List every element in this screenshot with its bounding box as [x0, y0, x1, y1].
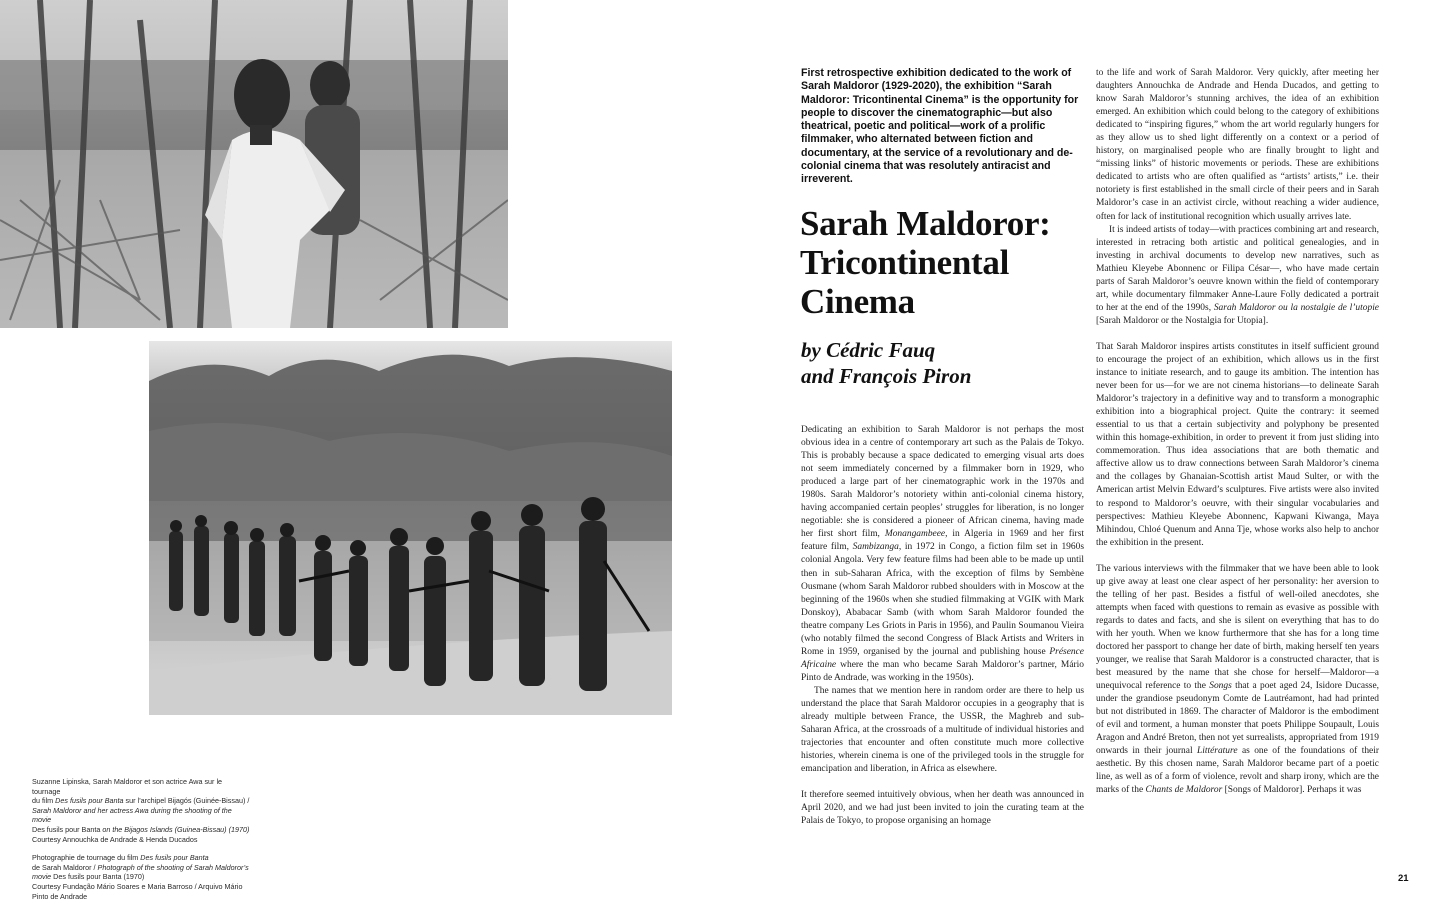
body-text: Dedicating an exhibition to Sarah Maldoror is not perhaps the most obvious idea in a centre of contemporary art such as the Palais de Tokyo. This is probably because a space dedicated to emerging visual arts does not seem immediately concerned by a filmmaker born in 1929, who produced a large part of her cinematographic work in the 1970s and 1980s. Sarah Maldoror’s notoriety within anti-colonial cinema history, having accompanied certain peoples’ struggles for liberation, is no longer negotiable: she is considered a pioneer of African cinema, having made her first short film,: [801, 425, 1084, 540]
caption-top-credit: [32, 835, 252, 845]
title-line-3: Cinema: [800, 282, 915, 321]
body-paragraph-1: [801, 424, 1084, 685]
caption-bottom-credit-2: [32, 892, 252, 902]
body-paragraph-7: [1096, 563, 1379, 798]
body-text: that a poet aged 24, Isidore Ducasse, under the grandiose pseudonym Comte de Lautréamont, had had printed but not distributed in 1869. The character of Maldoror is the embodiment of evil and torment, a human monster that poets Philippe Soupault, Louis Aragon and André Breton, then not yet surrealists, appropriated from 1919 onwards in their journal: [1096, 681, 1379, 757]
caption-text-italic: Photograph of the shooting of Sarah Maldoror’s: [97, 862, 249, 872]
body-text: , in Algeria in 1969 and her first feature film,: [801, 529, 1084, 553]
caption-text: Suzanne Lipinska, Sarah Maldoror et son actrice Awa sur le tournage: [32, 777, 223, 796]
caption-text: sur l’archipel Bijagós (Guinée-Bissau) /: [123, 796, 250, 806]
caption-text: de Sarah Maldoror /: [32, 862, 98, 872]
caption-top-line-1: [32, 777, 252, 796]
caption-credit: Pinto de Andrade: [32, 891, 88, 901]
article-byline: [801, 337, 1091, 389]
body-text: as one of the foundations of their aesthetic. By this chosen name, Sarah Maldoror became part of a poetic line, as well as of a form of violence, revolt and sharp irony, which are the marks of the: [1096, 746, 1379, 796]
caption-film-title: Des fusils pour Banta: [140, 853, 209, 863]
body-paragraph-5: [1096, 224, 1379, 328]
caption-film-title: Des fusils pour Banta: [32, 824, 101, 834]
caption-bottom-line-3: [32, 872, 252, 882]
body-paragraph-2: The names that we mention here in random order are there to help us understand the place that Sarah Maldoror occupies in a geography that is already multiple between France, the USSR, the Maghreb and sub-Saharan Africa, at the crossroads of a multitude of individual histories and trajectories that encounter and often constitute much more collective histories, wherein cinema is one of the privileged tools in the struggle for emancipation and liberation, in Africa as elsewhere.: [801, 685, 1084, 775]
body-paragraph-6: That Sarah Maldoror inspires artists constitutes in itself sufficient ground to encourage the project of an exhibition, which allows us in the first instance to initiate research, and to gauge its ambition. The intention has never been for us—for we are not cinema historians—to delineate Sarah Maldoror’s trajectory in a definitive way and to transform a monographic exhibition into a biographical project. Quite the contrary: it seemed essential to us that a certain subjectivity and polyphony be presented within this homage-exhibition, in order to prevent it from just sliding into commemoration. Thus idea associations that are both thematic and affective allow us to draw connections between Sarah Maldoror’s cinema and the collages by Ghanaian-Scottish artist Maud Sulter, or with the American artist Melvin Edward’s sculptures. Five artists were also invited to respond to Maldoror’s oeuvre, with their singular vocabularies and perspectives: Mathieu Kleyebe Abonnenc, Kapwani Kiwanga, Maya Mihindou, Chloé Quenum and Anna Tje, whose works also help to anchor the exhibition in the present.: [1096, 341, 1379, 548]
caption-film-title: Des fusils pour Banta: [55, 796, 124, 806]
body-text: [Songs of Maldoror]. Perhaps it was: [1222, 785, 1362, 796]
film-title: Sarah Maldoror ou la nostalgie de l’utopie: [1213, 302, 1379, 313]
caption-text-italic: movie: [32, 872, 52, 882]
article-title: [800, 204, 1090, 321]
caption-top-line-3: [32, 806, 252, 825]
body-column-right: [1096, 67, 1379, 798]
caption-top-line-2: [32, 796, 252, 806]
article-intro: First retrospective exhibition dedicated to the work of Sarah Maldoror (1929-2020), the exhibition “Sarah Maldoror: Tricontinental Cinema” is the opportunity for people to discover the cinematographic—but also theatrical, poetic and political—work of a prolific filmmaker, who alternated between fiction and documentary, at the service of a revolutionary and de-colonial cinema that was resolutely antiracist and irreverent.: [801, 67, 1079, 186]
body-text: The various interviews with the filmmaker that we have been able to look up give away at least one clear aspect of her personality: her aversion to the telling of her past. Besides a fistful of well-oiled anecdotes, she attempts when faced with questions to remain as evasive as possible with regards to dates and facts, and she is silent on everything that has to do with her youth. When we know furthermore that she has for a long time doctored her passport to change her date of birth, making herself ten years younger, we realise that Sarah Maldoror is a constructed character, that is best measured by the name that she chose for herself—Maldoror—a unequivocal reference to the: [1096, 563, 1379, 692]
caption-credit: Courtesy Annouchka de Andrade & Henda Ducados: [32, 834, 198, 844]
caption-credit: Courtesy Fundação Mário Soares e Maria Barroso / Arquivo Mário: [32, 881, 243, 891]
photo-shooting-des-fusils-pour-banta-image: [149, 341, 672, 715]
body-text: It is indeed artists of today—with practices combining art and research, interested in retracing both artistic and political genealogies, and in investing in archival documents to develop new narratives, such as Mathieu Kleyebe Abonnenc or Filipa César—, who have made certain parts of Sarah Maldoror’s oeuvre known within the field of contemporary art, while documentary filmmaker Anne-Laure Folly dedicated a portrait to her at the end of the 1990s,: [1096, 224, 1379, 313]
caption-text: Photographie de tournage du film: [32, 853, 141, 863]
caption-film-title: Des fusils pour Banta (1970): [51, 872, 145, 882]
title-line-2: Tricontinental: [800, 243, 1010, 282]
body-column-middle: [801, 424, 1084, 828]
body-text: [Sarah Maldoror or the Nostalgia for Utopia].: [1096, 315, 1269, 326]
title-line-1: Sarah Maldoror:: [800, 204, 1051, 243]
photo-captions: [32, 777, 252, 901]
caption-top-line-4: [32, 825, 252, 835]
caption-text-italic: Sarah Maldoror and her actress Awa during the shooting of the movie: [32, 805, 232, 825]
body-paragraph-4: to the life and work of Sarah Maldoror. Very quickly, after meeting her daughters Annouchka de Andrade and Henda Ducados, and getting to know Sarah Maldoror’s stunning archives, the idea of an exhibition emerged. An exhibition which could belong to the category of exhibitions dedicated to “inspiring figures,” whom the art world regularly hungers for as they allow us to shed light differently on a context or a period of history, on marginalised people who are finally brought to light and “missing links” of historic movements or periods. These are exhibitions dedicated to artists who are often qualified as “artists’ artists,” i.e. their notoriety is first established in the small circle of their peers and in Sarah Maldoror’s case in an activist circle, without reaching a wider audience, often for lack of institutional recognition which usually arrives late.: [1096, 68, 1379, 222]
photo-maldoror-and-awa: [0, 0, 508, 328]
photo-shooting-des-fusils-pour-banta: [149, 341, 672, 715]
byline-line-2: and François Piron: [801, 364, 972, 388]
book-title: Songs: [1209, 681, 1232, 692]
byline-line-1: by Cédric Fauq: [801, 338, 936, 362]
body-text: , in 1972 in Congo, a fiction film set in 1960s colonial Angola. Very few feature films had been able to be made up until then in sub-Saharan Africa, with the exception of films by Sembène Ousmane (whom Sarah Maldoror rubbed shoulders with in Moscow at the beginning of the 1960s when she studied filmmaking at VGIK with Mark Donskoy), Ababacar Samb (with whom Sarah Maldoror founded the theatre company Les Griots in Paris in 1956), and Paulin Soumanou Vieira (who notably filmed the second Congress of Black Artists and Writers in Rome in 1959, organised by the journal and publishing house: [801, 542, 1085, 657]
page-number: 21: [1398, 873, 1409, 884]
caption-text-italic: on the Bijagos Islands (Guinea-Bissau) (1970): [100, 824, 250, 834]
body-paragraph-3: It therefore seemed intuitively obvious, when her death was announced in April 2020, and we had just been invited to join the curating team at the Palais de Tokyo, to propose organising an homage: [801, 790, 1084, 827]
film-title: Monangambeee: [884, 529, 946, 540]
journal-title: Présence Africaine: [801, 646, 1084, 670]
caption-bottom-line-1: [32, 853, 252, 863]
book-title: Chants de Maldoror: [1145, 785, 1223, 796]
caption-bottom-credit-1: [32, 882, 252, 892]
body-text: where the man who became Sarah Maldoror’s partner, Mário Pinto de Andrade, was working in the 1950s).: [801, 659, 1084, 683]
journal-title: Littérature: [1196, 746, 1238, 757]
caption-bottom-line-2: [32, 863, 252, 873]
photo-maldoror-and-awa-image: [0, 0, 508, 328]
caption-text: du film: [32, 796, 56, 806]
film-title: Sambizanga: [852, 542, 899, 553]
